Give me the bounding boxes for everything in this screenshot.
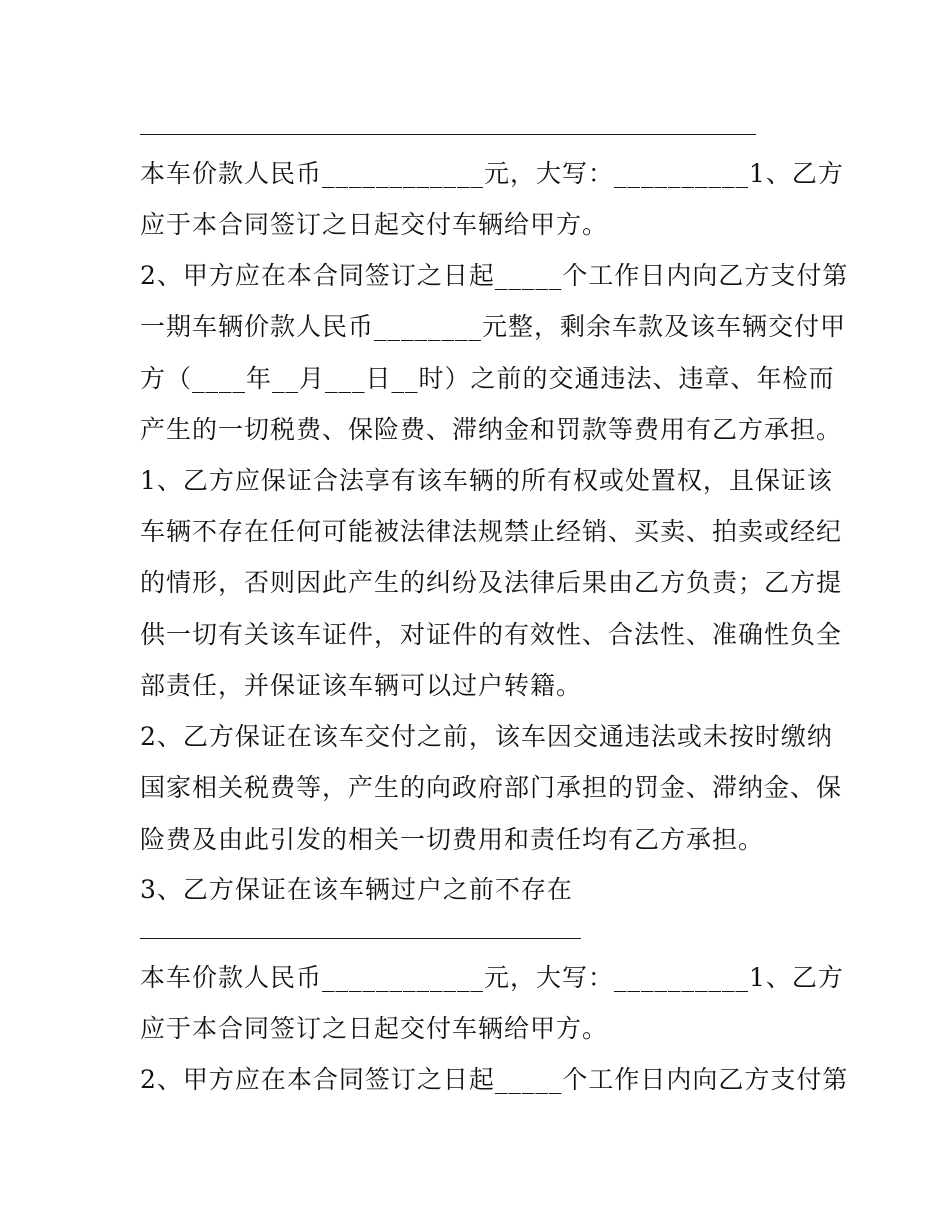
text-line: 2、乙方保证在该车交付之前，该车因交通违法或未按时缴纳 — [140, 722, 833, 751]
text-line: 应于本合同签订之日起交付车辆给甲方。 — [140, 210, 609, 239]
text-line: 部责任，并保证该车辆可以过户转籍。 — [140, 671, 583, 700]
text-line: 国家相关税费等，产生的向政府部门承担的罚金、滞纳金、保 — [140, 773, 843, 802]
blank-rule-middle — [140, 938, 581, 939]
text-line: 1、乙方应保证合法享有该车辆的所有权或处置权，且保证该 — [140, 466, 833, 495]
text-line: 2、甲方应在本合同签订之日起_____个工作日内向乙方支付第 — [140, 1065, 849, 1094]
text-line: 的情形，否则因此产生的纠纷及法律后果由乙方负责；乙方提 — [140, 568, 843, 597]
text-line: 2、甲方应在本合同签订之日起_____个工作日内向乙方支付第 — [140, 261, 849, 290]
text-line: 供一切有关该车证件，对证件的有效性、合法性、准确性负全 — [140, 620, 843, 649]
text-line: 应于本合同签订之日起交付车辆给甲方。 — [140, 1014, 609, 1043]
text-line: 险费及由此引发的相关一切费用和责任均有乙方承担。 — [140, 825, 765, 854]
text-line: 产生的一切税费、保险费、滞纳金和罚款等费用有乙方承担。 — [140, 415, 843, 444]
text-line: 本车价款人民币____________元，大写：__________1、乙方 — [140, 963, 844, 992]
text-line: 一期车辆价款人民币________元整，剩余车款及该车辆交付甲 — [140, 312, 847, 341]
text-line: 车辆不存在任何可能被法律法规禁止经销、买卖、拍卖或经纪 — [140, 517, 843, 546]
text-line: 3、乙方保证在该车辆过户之前不存在 — [140, 875, 573, 904]
text-line: 本车价款人民币____________元，大写：__________1、乙方 — [140, 159, 844, 188]
blank-rule-top — [140, 134, 756, 135]
text-line: 方（____年__月___日__时）之前的交通违法、违章、年检而 — [140, 364, 835, 393]
